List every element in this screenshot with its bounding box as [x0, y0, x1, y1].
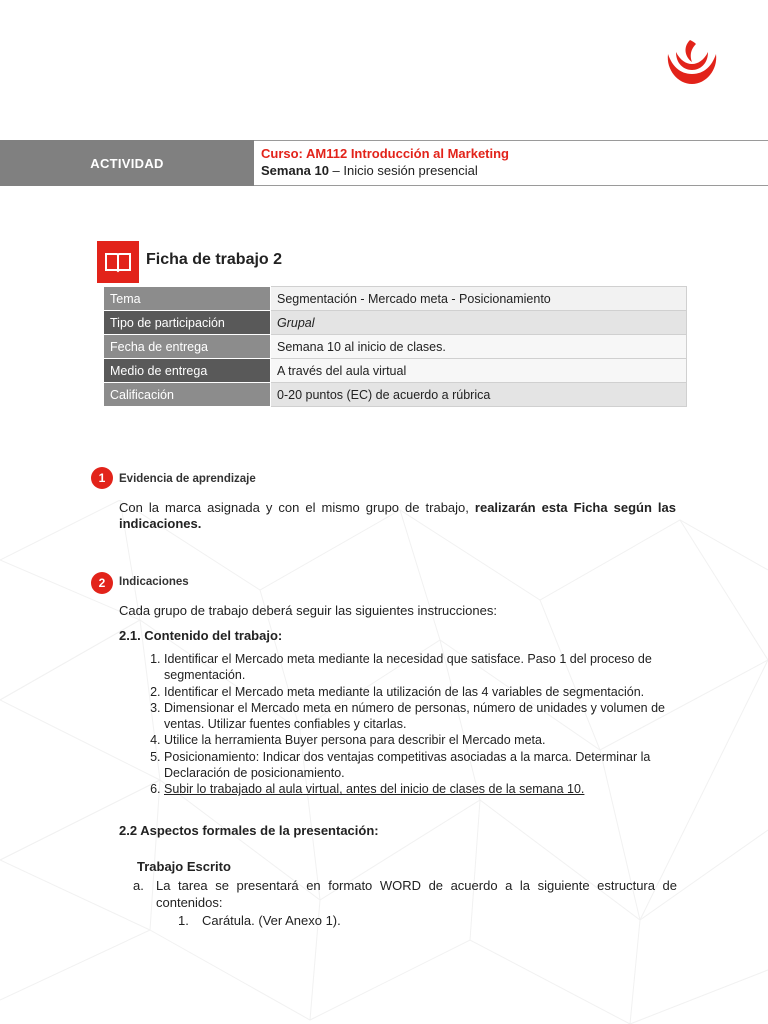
row-value: A través del aula virtual [271, 359, 687, 383]
list-item [178, 913, 341, 928]
table-row [104, 359, 687, 383]
section-number-badge: 1 [91, 467, 113, 489]
table-row [104, 287, 687, 311]
activity-label: ACTIVIDAD [0, 140, 254, 186]
row-value: Semana 10 al inicio de clases. [271, 335, 687, 359]
open-book-icon [97, 241, 139, 283]
table-row [104, 311, 687, 335]
course-divider-bottom [254, 185, 768, 186]
table-row [104, 335, 687, 359]
list-marker: 1. [178, 913, 189, 928]
list-item: 5. Posicionamiento: Indicar dos ventajas competitivas asociadas a la marca. Determinar la Declaración de posicionamiento. [164, 749, 677, 782]
list-item: 1. Identificar el Mercado meta mediante la necesidad que satisface. Paso 1 del proceso de segmentación. [164, 651, 677, 684]
content-subheading: 2.1. Contenido del trabajo: [119, 628, 283, 643]
written-work-heading: Trabajo Escrito [137, 859, 231, 874]
course-week [261, 163, 478, 178]
evidence-bold-text: realizarán esta Ficha según las [474, 500, 676, 515]
row-key: Fecha de entrega [104, 335, 271, 359]
list-item: 3. Dimensionar el Mercado meta en número de personas, número de unidades y volumen de ventas. Utilizar fuentes confiables y citarlas. [164, 700, 677, 733]
row-key: Medio de entrega [104, 359, 271, 383]
section-title: Indicaciones [119, 576, 189, 588]
list-item-text: La tarea se presentará en formato WORD de acuerdo a la siguiente estructura de contenidos: [156, 878, 677, 910]
instructions-intro: Cada grupo de trabajo deberá seguir las siguientes instrucciones: [119, 603, 497, 618]
course-title: Curso: AM112 Introducción al Marketing [261, 146, 510, 161]
list-marker: a. [133, 878, 144, 893]
upload-instruction: Subir lo trabajado al aula virtual, antes del inicio de clases de la semana 10. [164, 782, 585, 797]
evidence-text: Con la marca asignada y con el mismo grupo de trabajo, [119, 500, 469, 515]
table-row [104, 383, 687, 407]
week-label: Semana 10 [261, 163, 329, 178]
upc-logo [664, 36, 720, 88]
list-item [164, 781, 677, 797]
row-value: 0-20 puntos (EC) de acuerdo a rúbrica [271, 383, 687, 407]
evidence-bold-end: indicaciones. [119, 516, 202, 531]
row-key: Calificación [104, 383, 271, 407]
row-value: Segmentación - Mercado meta - Posicionamiento [271, 287, 687, 311]
ficha-title: Ficha de trabajo 2 [146, 251, 283, 268]
section-number-badge: 2 [91, 572, 113, 594]
steps-list [119, 651, 677, 798]
row-key: Tipo de participación [104, 311, 271, 335]
course-info [254, 140, 768, 186]
list-item: 2. Identificar el Mercado meta mediante la utilización de las 4 variables de segmentación. [164, 684, 677, 700]
list-item: 4. Utilice la herramienta Buyer persona para describir el Mercado meta. [164, 732, 677, 748]
evidence-line-2 [119, 516, 676, 532]
list-item-text: Carátula. (Ver Anexo 1). [202, 913, 341, 928]
week-description: – Inicio sesión presencial [328, 163, 478, 178]
section-title: Evidencia de aprendizaje [119, 473, 256, 485]
ficha-info-table [103, 286, 687, 407]
course-divider-top [254, 140, 768, 141]
evidence-line-1 [119, 500, 676, 516]
formal-aspects-heading: 2.2 Aspectos formales de la presentación: [119, 823, 379, 838]
list-item [133, 877, 677, 911]
row-value: Grupal [271, 311, 687, 335]
evidence-paragraph [119, 500, 676, 532]
row-key: Tema [104, 287, 271, 311]
